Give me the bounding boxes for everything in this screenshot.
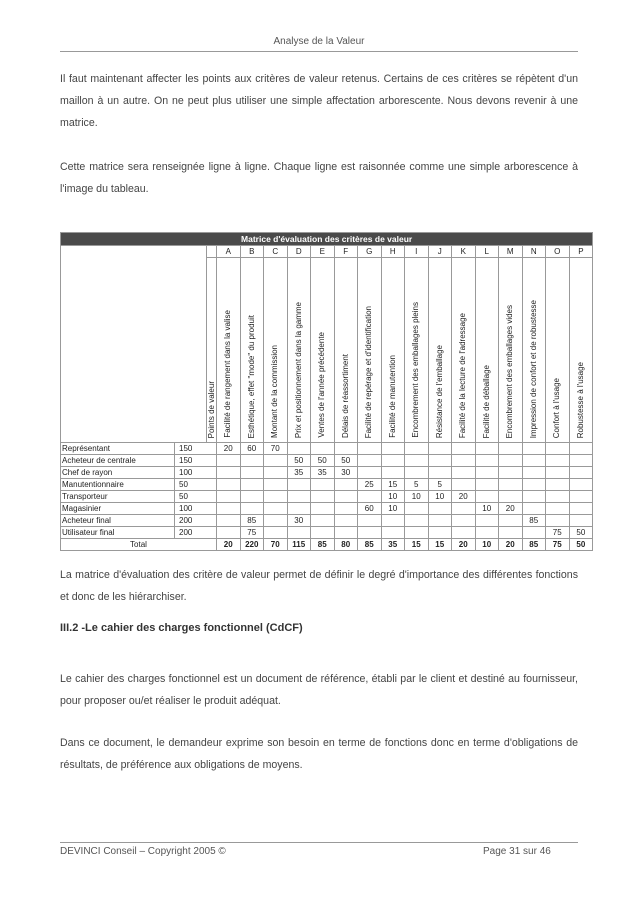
criterion-cell	[264, 258, 288, 443]
matrix-cell	[287, 503, 311, 515]
matrix-cell	[475, 515, 499, 527]
matrix-cell: 75	[546, 527, 570, 539]
actor-points: 50	[175, 491, 217, 503]
matrix-cell	[405, 455, 429, 467]
matrix-cell	[358, 527, 382, 539]
matrix-cell: 85	[522, 515, 546, 527]
matrix-cell	[405, 527, 429, 539]
paragraph-matrix-filling: Cette matrice sera renseignée ligne à ligne. Chaque ligne est raisonnée comme une simple arborescence à l'image du tableau.	[60, 161, 578, 195]
header-divider	[60, 51, 578, 52]
matrix-cell: 5	[428, 479, 452, 491]
matrix-cell	[569, 515, 593, 527]
points-header-cell	[207, 258, 217, 443]
criterion-cell	[475, 258, 499, 443]
actor-name: Représentant	[61, 443, 175, 455]
criterion-cell	[452, 258, 476, 443]
matrix-cell	[287, 491, 311, 503]
matrix-cell	[452, 467, 476, 479]
total-cell: 85	[522, 539, 546, 551]
column-letter-f: F	[334, 246, 358, 258]
matrix-cell	[240, 455, 264, 467]
matrix-cell	[499, 455, 523, 467]
matrix-cell	[546, 467, 570, 479]
matrix-cell	[381, 455, 405, 467]
matrix-cell: 85	[240, 515, 264, 527]
table-row	[61, 479, 593, 491]
matrix-cell	[264, 527, 288, 539]
matrix-cell	[475, 479, 499, 491]
total-cell: 85	[358, 539, 382, 551]
criterion-label: Robustesse à l'usage	[575, 361, 585, 438]
matrix-cell	[311, 491, 335, 503]
total-cell: 20	[217, 539, 241, 551]
matrix-cell	[405, 467, 429, 479]
matrix-cell: 30	[334, 467, 358, 479]
matrix-cell	[358, 455, 382, 467]
matrix-cell	[358, 467, 382, 479]
matrix-cell	[546, 443, 570, 455]
column-letter-k: K	[452, 246, 476, 258]
matrix-cell	[358, 491, 382, 503]
criterion-cell	[428, 258, 452, 443]
matrix-cell	[217, 491, 241, 503]
matrix-cell	[499, 467, 523, 479]
matrix-cell	[240, 467, 264, 479]
criterion-label: Facilité de manutention	[387, 355, 397, 438]
footer-copyright: DEVINCI Conseil – Copyright 2005 ©	[60, 846, 226, 857]
table-row	[61, 527, 593, 539]
criterion-cell	[381, 258, 405, 443]
criterion-label: Délais de réassortiment	[340, 353, 350, 438]
table-row	[61, 455, 593, 467]
matrix-cell	[475, 443, 499, 455]
matrix-cell	[264, 503, 288, 515]
actor-name: Chef de rayon	[61, 467, 175, 479]
matrix-cell: 35	[287, 467, 311, 479]
actor-points: 150	[175, 455, 217, 467]
table-row	[61, 491, 593, 503]
column-letter-p: P	[569, 246, 593, 258]
total-cell: 70	[264, 539, 288, 551]
matrix-cell	[569, 503, 593, 515]
matrix-cell	[499, 515, 523, 527]
actor-points: 100	[175, 503, 217, 515]
criterion-cell	[405, 258, 429, 443]
matrix-cell	[546, 491, 570, 503]
matrix-cell	[546, 503, 570, 515]
matrix-cell: 70	[264, 443, 288, 455]
matrix-cell	[428, 443, 452, 455]
matrix-cell: 10	[381, 491, 405, 503]
matrix-cell: 10	[405, 491, 429, 503]
matrix-cell	[334, 503, 358, 515]
matrix-cell	[428, 527, 452, 539]
criterion-label: Impression de confort et de robustesse	[528, 299, 538, 438]
column-letter-o: O	[546, 246, 570, 258]
matrix-cell	[405, 515, 429, 527]
matrix-cell	[334, 443, 358, 455]
matrix-cell	[522, 491, 546, 503]
matrix-cell: 50	[569, 527, 593, 539]
matrix-cell	[428, 467, 452, 479]
matrix-cell	[217, 515, 241, 527]
total-cell: 20	[499, 539, 523, 551]
footer-page-number: Page 31 sur 46	[483, 846, 551, 857]
matrix-cell	[569, 455, 593, 467]
criterion-cell	[522, 258, 546, 443]
total-label: Total	[61, 539, 217, 551]
criterion-cell	[499, 258, 523, 443]
matrix-cell	[475, 455, 499, 467]
matrix-cell	[240, 479, 264, 491]
column-letter-b: B	[240, 246, 264, 258]
matrix-cell	[428, 515, 452, 527]
matrix-cell	[264, 491, 288, 503]
matrix-cell	[217, 527, 241, 539]
matrix-cell	[358, 515, 382, 527]
actor-points: 100	[175, 467, 217, 479]
matrix-cell	[311, 503, 335, 515]
matrix-letter-row	[61, 246, 593, 258]
matrix-cell: 15	[381, 479, 405, 491]
matrix-cell	[405, 503, 429, 515]
matrix-title: Matrice d'évaluation des critères de valeur	[61, 233, 593, 246]
matrix-cell	[334, 491, 358, 503]
criterion-label: Montant de la commission	[270, 345, 280, 438]
matrix-cell	[569, 443, 593, 455]
matrix-cell	[240, 491, 264, 503]
actor-name: Transporteur	[61, 491, 175, 503]
section-title: III.2 -Le cahier des charges fonctionnel (CdCF)	[60, 622, 303, 634]
paragraph-intro: Il faut maintenant affecter les points aux critères de valeur retenus. Certains de ces critères se répètent d'un maillon à un autre. On ne peut plus utiliser une simple affectation arborescente. Nous devons revenir à une matrice.	[60, 73, 578, 129]
matrix-cell: 50	[311, 455, 335, 467]
matrix-cell	[475, 527, 499, 539]
matrix-cell	[264, 479, 288, 491]
matrix-cell	[522, 503, 546, 515]
criterion-cell	[546, 258, 570, 443]
matrix-cell: 20	[217, 443, 241, 455]
total-cell: 15	[405, 539, 429, 551]
total-cell: 220	[240, 539, 264, 551]
column-letter-n: N	[522, 246, 546, 258]
criterion-label: Encombrement des emballages pleins	[411, 302, 421, 438]
matrix-cell	[428, 455, 452, 467]
total-cell: 35	[381, 539, 405, 551]
criteria-matrix-table	[60, 232, 593, 551]
matrix-cell	[334, 515, 358, 527]
matrix-cell	[522, 455, 546, 467]
matrix-cell: 10	[428, 491, 452, 503]
criterion-label: Confort à l'usage	[552, 377, 562, 438]
paragraph-cdcf-definition: Le cahier des charges fonctionnel est un document de référence, établi par le client et destiné au fournisseur, pour proposer ou/et réaliser le produit adéquat.	[60, 673, 578, 707]
matrix-cell	[240, 503, 264, 515]
matrix-cell	[546, 515, 570, 527]
criterion-label: Prix et positionnement dans la gamme	[293, 301, 303, 438]
matrix-cell	[452, 527, 476, 539]
criterion-cell	[287, 258, 311, 443]
matrix-body	[61, 443, 593, 551]
paragraph-matrix-purpose: La matrice d'évaluation des critère de valeur permet de définir le degré d'importance des différentes fonctions et donc de les hiérarchiser.	[60, 569, 578, 603]
column-letter-i: I	[405, 246, 429, 258]
matrix-cell	[217, 467, 241, 479]
matrix-cell: 50	[287, 455, 311, 467]
matrix-cell: 60	[358, 503, 382, 515]
column-letter-d: D	[287, 246, 311, 258]
total-row	[61, 539, 593, 551]
matrix-cell	[452, 455, 476, 467]
table-row	[61, 503, 593, 515]
matrix-cell	[311, 515, 335, 527]
column-letter-e: E	[311, 246, 335, 258]
matrix-cell	[452, 515, 476, 527]
total-cell: 10	[475, 539, 499, 551]
matrix-cell	[381, 527, 405, 539]
matrix-cell	[287, 527, 311, 539]
matrix-cell	[264, 455, 288, 467]
matrix-cell	[569, 479, 593, 491]
total-cell: 115	[287, 539, 311, 551]
matrix-cell	[358, 443, 382, 455]
criterion-label: Facilité de rangement dans la valise	[223, 310, 233, 438]
matrix-cell	[452, 443, 476, 455]
criterion-cell	[358, 258, 382, 443]
matrix-cell	[287, 443, 311, 455]
matrix-cell	[452, 503, 476, 515]
criterion-cell	[217, 258, 241, 443]
total-cell: 15	[428, 539, 452, 551]
column-letter-j: J	[428, 246, 452, 258]
actor-points: 150	[175, 443, 217, 455]
column-letter-g: G	[358, 246, 382, 258]
total-cell: 20	[452, 539, 476, 551]
column-letter-l: L	[475, 246, 499, 258]
matrix-cell	[264, 515, 288, 527]
column-letter-a: A	[217, 246, 241, 258]
actor-name: Magasinier	[61, 503, 175, 515]
matrix-cell	[428, 503, 452, 515]
column-letter-c: C	[264, 246, 288, 258]
table-row	[61, 443, 593, 455]
criterion-cell	[311, 258, 335, 443]
matrix-cell: 5	[405, 479, 429, 491]
matrix-cell	[522, 443, 546, 455]
criterion-cell	[334, 258, 358, 443]
column-letter-h: H	[381, 246, 405, 258]
matrix-cell	[217, 479, 241, 491]
matrix-corner-cell	[61, 246, 207, 443]
criterion-label: Ventes de l'année précédente	[317, 332, 327, 438]
criterion-label: Encombrement des emballages vides	[505, 304, 515, 438]
matrix-cell: 60	[240, 443, 264, 455]
actor-points: 50	[175, 479, 217, 491]
matrix-cell: 25	[358, 479, 382, 491]
matrix-cell	[569, 467, 593, 479]
matrix-cell	[311, 527, 335, 539]
matrix-cell	[522, 527, 546, 539]
actor-name: Manutentionnaire	[61, 479, 175, 491]
page-header: Analyse de la Valeur	[273, 36, 365, 47]
matrix-cell	[499, 491, 523, 503]
matrix-cell	[546, 479, 570, 491]
matrix-cell: 50	[334, 455, 358, 467]
actor-name: Utilisateur final	[61, 527, 175, 539]
actor-name: Acheteur final	[61, 515, 175, 527]
total-cell: 85	[311, 539, 335, 551]
matrix-cell	[311, 479, 335, 491]
matrix-cell	[287, 479, 311, 491]
matrix-cell	[499, 479, 523, 491]
matrix-cell	[217, 455, 241, 467]
matrix-cell	[452, 479, 476, 491]
matrix-cell	[217, 503, 241, 515]
matrix-spacer-cell	[207, 246, 217, 258]
footer-divider	[60, 842, 578, 843]
matrix-cell	[522, 467, 546, 479]
matrix-cell	[522, 479, 546, 491]
total-cell: 50	[569, 539, 593, 551]
criterion-cell	[569, 258, 593, 443]
matrix-cell	[475, 467, 499, 479]
matrix-cell: 75	[240, 527, 264, 539]
matrix-cell	[334, 479, 358, 491]
matrix-cell	[499, 443, 523, 455]
actor-points: 200	[175, 527, 217, 539]
criterion-label: Résistance de l'emballage	[434, 344, 444, 438]
matrix-cell: 20	[499, 503, 523, 515]
matrix-cell	[569, 491, 593, 503]
total-cell: 75	[546, 539, 570, 551]
criterion-cell	[240, 258, 264, 443]
table-row	[61, 467, 593, 479]
matrix-cell: 10	[475, 503, 499, 515]
matrix-cell: 35	[311, 467, 335, 479]
matrix-cell	[311, 443, 335, 455]
paragraph-cdcf-content: Dans ce document, le demandeur exprime son besoin en terme de fonctions donc en terme d'obligations de résultats, de préférence aux obligations de moyens.	[60, 737, 578, 771]
actor-name: Acheteur de centrale	[61, 455, 175, 467]
matrix-cell	[475, 491, 499, 503]
matrix-cell: 30	[287, 515, 311, 527]
matrix-cell: 20	[452, 491, 476, 503]
points-header: Points de valeur	[206, 380, 216, 438]
criterion-label: Facilité de repérage et d'identification	[364, 305, 374, 438]
matrix-cell	[264, 467, 288, 479]
table-row	[61, 515, 593, 527]
matrix-cell	[334, 527, 358, 539]
matrix-cell	[381, 515, 405, 527]
matrix-cell: 10	[381, 503, 405, 515]
matrix-cell	[381, 443, 405, 455]
total-cell: 80	[334, 539, 358, 551]
matrix-cell	[499, 527, 523, 539]
column-letter-m: M	[499, 246, 523, 258]
matrix-cell	[546, 455, 570, 467]
criterion-label: Facilité de déballage	[481, 364, 491, 438]
matrix-cell	[381, 467, 405, 479]
matrix-cell	[405, 443, 429, 455]
criterion-label: Facilité de la lecture de l'adressage	[458, 312, 468, 438]
criterion-label: Esthétique, effet "mode" du produit	[246, 314, 256, 438]
actor-points: 200	[175, 515, 217, 527]
